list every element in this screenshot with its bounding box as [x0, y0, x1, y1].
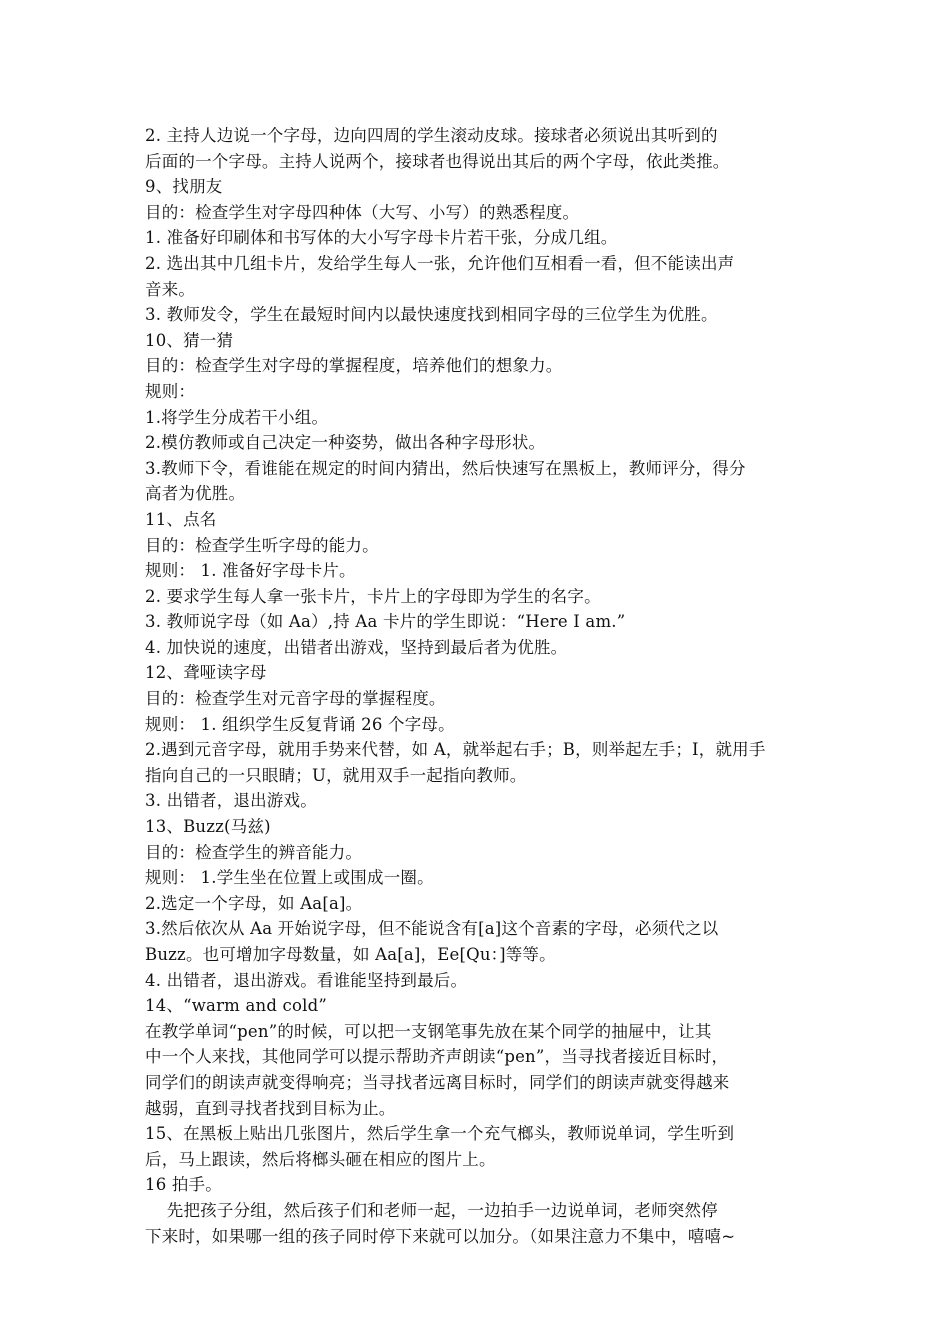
text-line: 2.模仿教师或自己决定一种姿势，做出各种字母形状。: [145, 433, 546, 453]
text-line: 中一个人来找，其他同学可以提示帮助齐声朗读“pen”，当寻找者接近目标时，: [145, 1047, 729, 1067]
text-line: 4. 加快说的速度，出错者出游戏，坚持到最后者为优胜。: [145, 637, 568, 657]
section-heading: 10、猜一猜: [145, 330, 234, 350]
document-body: [145, 123, 810, 1249]
text-line: 3. 教师说字母（如 Aa）,持 Aa 卡片的学生即说：“Here I am.”: [145, 612, 626, 632]
section-heading: 9、找朋友: [145, 177, 223, 197]
text-line: 先把孩子分组，然后孩子们和老师一起，一边拍手一边说单词，老师突然停: [145, 1200, 718, 1220]
text-line: 3. 教师发令，学生在最短时间内以最快速度找到相同字母的三位学生为优胜。: [145, 305, 718, 325]
text-line: 目的：检查学生的辨音能力。: [145, 842, 363, 862]
section-heading: 15、在黑板上贴出几张图片，然后学生拿一个充气榔头，教师说单词，学生听到: [145, 1124, 735, 1144]
text-line: 越弱，直到寻找者找到目标为止。: [145, 1098, 396, 1118]
text-line: 指向自己的一只眼睛；U，就用双手一起指向教师。: [145, 765, 527, 785]
section-heading: 16 拍手。: [145, 1175, 222, 1195]
text-line: 高者为优胜。: [145, 484, 246, 504]
text-line: 下来时，如果哪一组的孩子同时停下来就可以加分。（如果注意力不集中，嘻嘻~: [145, 1226, 736, 1246]
text-line: 2. 要求学生每人拿一张卡片，卡片上的字母即为学生的名字。: [145, 586, 601, 606]
text-line: 1.将学生分成若干小组。: [145, 407, 329, 427]
section-heading: 14、“warm and cold”: [145, 996, 327, 1016]
text-line: 规则： 1.学生坐在位置上或围成一圈。: [145, 868, 434, 888]
text-line: 目的：检查学生对字母四种体（大写、小写）的熟悉程度。: [145, 202, 580, 222]
text-line: 4. 出错者，退出游戏。看谁能坚持到最后。: [145, 970, 468, 990]
section-heading: 12、聋哑读字母: [145, 663, 267, 683]
text-line: 目的：检查学生听字母的能力。: [145, 535, 379, 555]
text-line: 规则： 1. 准备好字母卡片。: [145, 561, 356, 581]
section-heading: 11、点名: [145, 509, 217, 529]
text-line: 后，马上跟读，然后将榔头砸在相应的图片上。: [145, 1149, 496, 1169]
text-line: 规则： 1. 组织学生反复背诵 26 个字母。: [145, 714, 455, 734]
text-line: 后面的一个字母。主持人说两个，接球者也得说出其后的两个字母，依此类推。: [145, 151, 730, 171]
text-line: 3.教师下令，看谁能在规定的时间内猜出，然后快速写在黑板上，教师评分，得分: [145, 458, 746, 478]
text-line: 2.遇到元音字母，就用手势来代替，如 A，就举起右手；B，则举起左手；I，就用手: [145, 740, 766, 760]
text-line: 3.然后依次从 Aa 开始说字母，但不能说含有[a]这个音素的字母，必须代之以: [145, 919, 719, 939]
text-line: 2.选定一个字母，如 Aa[a]。: [145, 893, 363, 913]
text-line: 1. 准备好印刷体和书写体的大小写字母卡片若干张，分成几组。: [145, 228, 618, 248]
text-line: 2. 主持人边说一个字母，边向四周的学生滚动皮球。接球者必须说出其听到的: [145, 126, 718, 145]
text-line: 3. 出错者，退出游戏。: [145, 791, 317, 811]
text-line: 规则：: [145, 381, 196, 401]
text-line: 目的：检查学生对元音字母的掌握程度。: [145, 689, 446, 709]
text-line: 目的：检查学生对字母的掌握程度，培养他们的想象力。: [145, 356, 563, 376]
text-line: 在教学单词“pen”的时候，可以把一支钢笔事先放在某个同学的抽屉中，让其: [145, 1021, 712, 1041]
text-line: 同学们的朗读声就变得响亮；当寻找者远离目标时，同学们的朗读声就变得越来: [145, 1072, 730, 1092]
text-line: 音来。: [145, 279, 196, 299]
text-line: 2. 选出其中几组卡片，发给学生每人一张，允许他们互相看一看，但不能读出声: [145, 253, 735, 273]
section-heading: 13、Buzz(马兹): [145, 817, 271, 837]
text-line: Buzz。也可增加字母数量，如 Aa[a]，Ee[Qu：]等等。: [145, 945, 556, 964]
